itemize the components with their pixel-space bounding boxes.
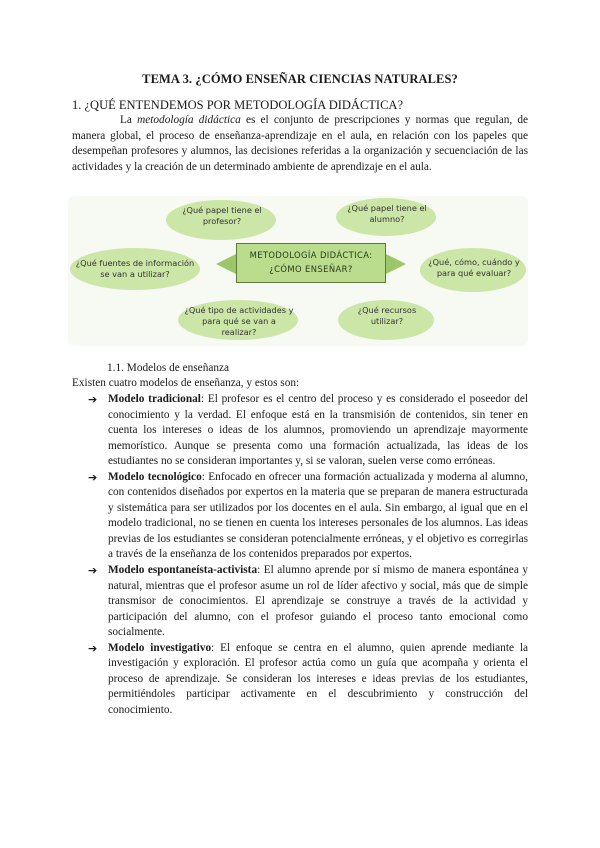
model-description: : Enfocado en ofrecer una formación actualizada y moderna al alumno, con contenidos diseñados por expertos en la materia que se preparan de manera estructurada y sistemática para ser utilizados por los docentes en el aula. Sin embargo, al igual que en el modelo tradicional, no se tienen en cuenta los intereses personales de los alumnos. Las ideas previas de los estudiantes se consideran potencialmente erróneas, y el objetivo es corregirlas a través de la enseñanza de los contenidos preparados por expertos. — [108, 470, 528, 561]
model-description: : El enfoque se centra en el alumno, quien aprende mediante la investigación y exploración. El profesor actúa como un guía que acompaña y orienta el proceso de aprendizaje. Se consideran los intereses e ideas previas de los estudiantes, permitiéndoles participar activamente en el descubrimiento y construcción del conocimiento. — [108, 641, 528, 716]
model-name: Modelo investigativo — [108, 641, 212, 654]
model-description: : El alumno aprende por sí mismo de manera espontánea y natural, mientras que el profesor asume un rol de líder afectivo y social, más que de simple transmisor de conocimientos. El aprendizaje se construye a través de la actividad y participación del alumno, con el profesor guiando el proceso tanto emocional como socialmente. — [108, 564, 528, 639]
arrow-right-icon — [386, 254, 406, 274]
list-item-traditional — [88, 392, 528, 470]
arrow-bullet-icon: ➔ — [88, 470, 98, 484]
question-top-left: ¿Qué papel tiene el profesor? — [182, 205, 262, 226]
list-item-investigative — [88, 641, 528, 719]
arrow-bullet-icon: ➔ — [88, 393, 98, 406]
page-title: TEMA 3. ¿CÓMO ENSEÑAR CIENCIAS NATURALES? — [142, 72, 458, 86]
model-name: Modelo tecnológico — [108, 470, 202, 483]
question-bottom-right: ¿Qué recursos utilizar? — [357, 305, 417, 326]
question-right: ¿Qué, cómo, cuándo y para qué evaluar? — [428, 257, 520, 278]
arrow-left-icon — [216, 254, 236, 274]
model-name: Modelo tradicional — [108, 393, 201, 405]
arrow-bullet-icon: ➔ — [88, 564, 98, 578]
question-top-right: ¿Qué papel tiene el alumno? — [347, 203, 427, 224]
intro-lead: La — [120, 114, 138, 126]
methodology-diagram — [68, 196, 528, 346]
list-item-spontaneist — [88, 563, 528, 641]
models-list — [88, 392, 528, 718]
list-item-technological — [88, 470, 528, 563]
question-bottom-left: ¿Qué tipo de actividades y para qué se van a realizar? — [184, 305, 294, 337]
subsection-heading: 1.1. Modelos de enseñanza — [107, 362, 230, 374]
arrow-bullet-icon: ➔ — [88, 641, 98, 655]
model-description: : El profesor es el centro del proceso y es considerado el poseedor del conocimiento y la verdad. El enfoque está en la transmisión de contenidos, sin tener en cuenta los intereses o ideas de los alumnos, promoviendo un aprendizaje mayormente memorístico. Aunque se presenta como una formación actualizada, las ideas de los estudiantes no se consideran importantes y, si se valoran, suelen verse como erróneas. — [108, 393, 528, 468]
models-intro: Existen cuatro modelos de enseñanza, y estos son: — [72, 377, 300, 389]
question-left: ¿Qué fuentes de información se van a utilizar? — [75, 258, 195, 279]
diagram-center-box: METODOLOGÍA DIDÁCTICA: ¿CÓMO ENSEÑAR? — [236, 243, 386, 283]
model-name: Modelo espontaneísta-activista — [108, 564, 258, 577]
intro-rest: es el conjunto de prescripciones y normas que regulan, de manera global, el proceso de enseñanza-aprendizaje en el aula, en relación con los papeles que desempeñan profesores y alumnos, las decisiones referidas a la organización y secuenciación de las actividades y la creación de un determinado ambiente de aprendizaje en el aula. — [72, 114, 529, 173]
section-heading: 1. ¿QUÉ ENTENDEMOS POR METODOLOGÍA DIDÁCTICA? — [72, 98, 403, 112]
intro-term: metodología didáctica — [137, 114, 241, 126]
intro-paragraph — [72, 113, 528, 175]
